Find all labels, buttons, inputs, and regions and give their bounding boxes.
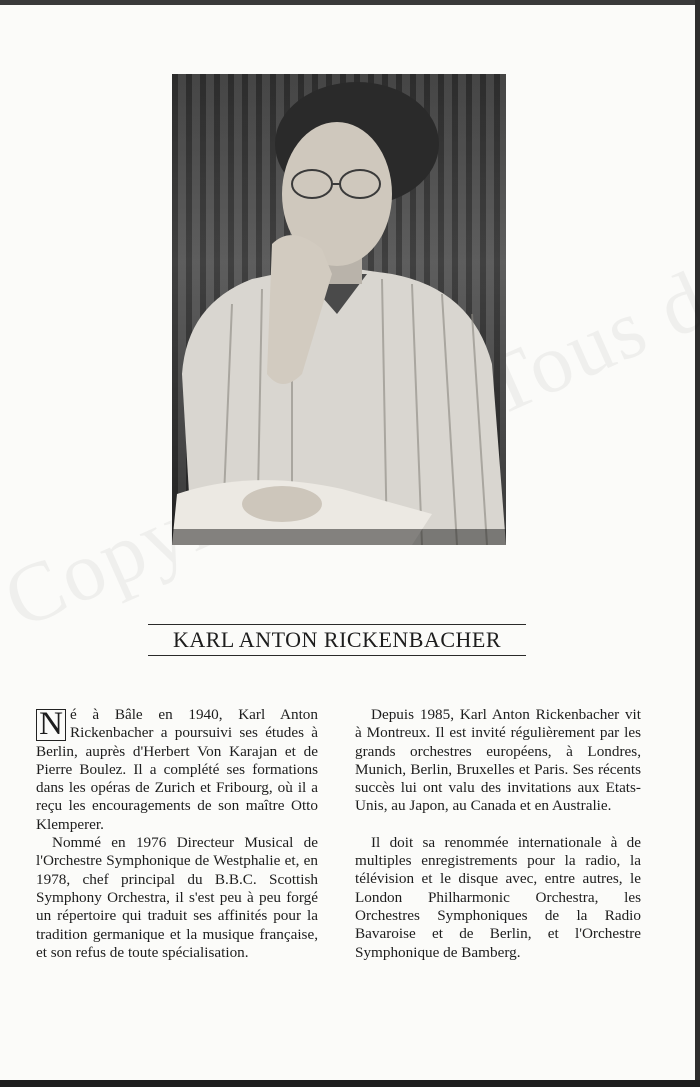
title-rule-bottom xyxy=(148,655,526,656)
left-paragraph-1 xyxy=(36,706,318,834)
right-paragraph-1: Depuis 1985, Karl Anton Rickenbacher vit à Montreux. Il est invité régulièrement par les grands orchestres européens, à Londres, Munich, Berlin, Bruxelles et Paris. Ses récents succès lui ont valu des invitations aux Etats-Unis, au Japon, au Canada et en Australie. xyxy=(355,706,641,815)
drop-cap: N xyxy=(36,709,66,741)
scan-edge-right xyxy=(695,0,700,1087)
page-title: KARL ANTON RICKENBACHER xyxy=(172,627,502,652)
right-paragraph-2: Il doit sa renommée internationale à de multiples enregistrements pour la radio, la télévision et le disque avec, entre autres, le London Philharmonic Orchestra, les Orchestres Symphoniques de la Radio Bavaroise et de Berlin, et l'Orchestre Symphonique de Bamberg. xyxy=(355,833,641,961)
right-column xyxy=(355,706,641,962)
title-rule-top xyxy=(148,624,526,625)
left-paragraph-2: Nommé en 1976 Directeur Musical de l'Orchestre Symphonique de Westphalie et, en 1978, chef principal du B.B.C. Scottish Symphony Orchestra, il s'est peu à peu forgé un répertoire qui traduit ses affinités pour la tradition germanique et la musique française, et son refus de toute spécialisation. xyxy=(36,834,318,961)
portrait-photo xyxy=(172,74,506,545)
left-paragraph-1-text: é à Bâle en 1940, Karl Anton Rickenbacher a poursuivi ses études à Berlin, auprès d'Herbert Von Karajan et de Pierre Boulez. Il a complété ses formations dans les opéras de Zurich et Fribourg, où il a reçu les encouragements de son maître Otto Klemperer. xyxy=(36,706,318,833)
left-column xyxy=(36,706,318,962)
portrait-illustration xyxy=(172,74,506,545)
scan-edge-top xyxy=(0,0,700,5)
scan-edge-bottom xyxy=(0,1080,700,1087)
